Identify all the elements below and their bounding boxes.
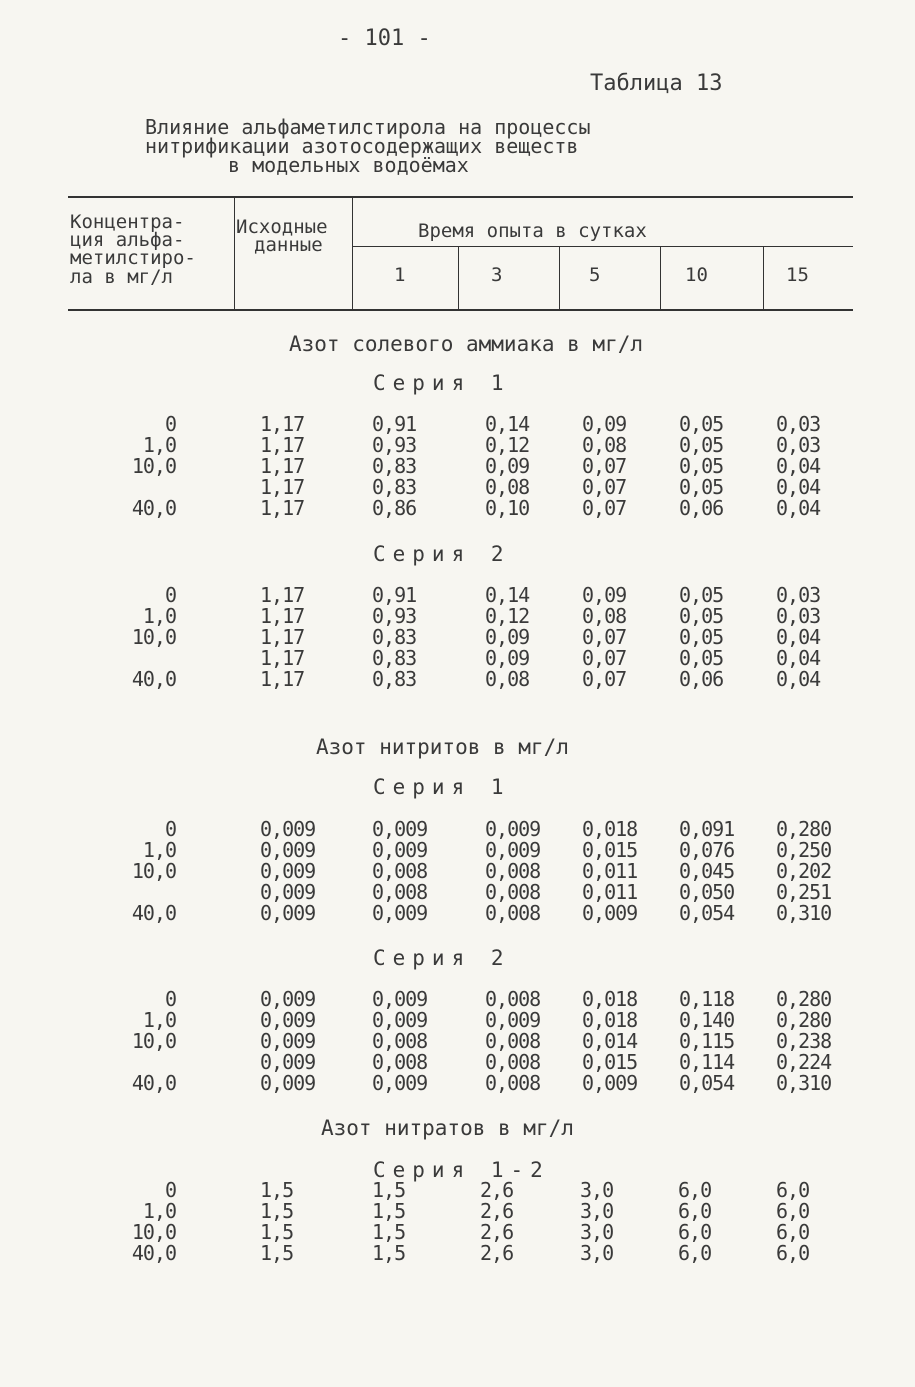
header-day-3: 3 [491,264,503,286]
value-cell: 0,009 [485,1008,541,1032]
value-cell: 0,011 [582,880,638,904]
value-cell: 0,008 [485,901,541,925]
value-cell: 0,83 [372,454,417,478]
value-cell: 0,009 [260,1029,316,1053]
value-cell: 0,07 [582,646,627,670]
value-cell: 0,008 [485,1029,541,1053]
value-cell: 0,140 [679,1008,735,1032]
header-day-1: 1 [394,264,406,286]
header-conc-line-4: ла в мг/л [70,266,173,288]
conc-cell: 0 [164,987,176,1011]
value-cell: 0,280 [776,1008,832,1032]
value-cell: 1,17 [260,646,305,670]
value-cell: 0,12 [485,433,530,457]
header-conc-line-3: метилстиро- [70,247,196,269]
value-cell: 0,009 [260,901,316,925]
table-label: Таблица 13 [590,71,723,96]
value-cell: 3,0 [580,1199,614,1223]
value-cell: 0,015 [582,838,638,862]
value-cell: 0,202 [776,859,832,883]
value-cell: 0,009 [260,1008,316,1032]
value-cell: 0,10 [485,496,530,520]
value-cell: 1,17 [260,433,305,457]
value-cell: 0,04 [776,454,821,478]
value-cell: 0,009 [260,1050,316,1074]
value-cell: 0,009 [485,817,541,841]
value-cell: 2,6 [480,1241,514,1265]
value-cell: 0,015 [582,1050,638,1074]
value-cell: 0,09 [582,583,627,607]
value-cell: 1,5 [260,1178,294,1202]
value-cell: 3,0 [580,1220,614,1244]
value-cell: 0,08 [582,604,627,628]
value-cell: 0,054 [679,1071,735,1095]
value-cell: 0,310 [776,1071,832,1095]
value-cell: 0,008 [485,987,541,1011]
value-cell: 0,14 [485,583,530,607]
value-cell: 0,86 [372,496,417,520]
value-cell: 0,018 [582,817,638,841]
conc-cell: 10,0 [131,625,176,649]
value-cell: 0,091 [679,817,735,841]
value-cell: 0,018 [582,1008,638,1032]
value-cell: 1,17 [260,583,305,607]
value-cell: 0,009 [582,1071,638,1095]
conc-cell: 10,0 [131,859,176,883]
value-cell: 0,045 [679,859,735,883]
header-vline-6 [763,247,764,310]
value-cell: 0,009 [260,817,316,841]
value-cell: 6,0 [776,1199,810,1223]
value-cell: 0,011 [582,859,638,883]
header-conc-line-1: Концентра- [70,211,185,233]
value-cell: 0,009 [260,1071,316,1095]
value-cell: 1,17 [260,625,305,649]
value-cell: 0,018 [582,987,638,1011]
conc-cell: 10,0 [131,1220,176,1244]
value-cell: 6,0 [678,1220,712,1244]
value-cell: 0,05 [679,583,724,607]
value-cell: 0,09 [485,454,530,478]
value-cell: 0,03 [776,583,821,607]
value-cell: 0,008 [485,1050,541,1074]
series-label: Серия 2 [373,946,511,970]
value-cell: 0,05 [679,604,724,628]
value-cell: 0,07 [582,667,627,691]
value-cell: 0,91 [372,583,417,607]
conc-cell: 40,0 [131,496,176,520]
header-initial-line-2: данные [254,234,323,256]
value-cell: 0,280 [776,817,832,841]
value-cell: 0,009 [372,901,428,925]
value-cell: 0,05 [679,454,724,478]
value-cell: 0,04 [776,667,821,691]
header-time-group: Время опыта в сутках [418,220,647,242]
value-cell: 0,05 [679,646,724,670]
value-cell: 0,06 [679,667,724,691]
value-cell: 1,5 [372,1220,406,1244]
table-title-line-3: в модельных водоёмах [228,153,469,177]
value-cell: 2,6 [480,1199,514,1223]
value-cell: 0,04 [776,475,821,499]
value-cell: 2,6 [480,1220,514,1244]
value-cell: 0,280 [776,987,832,1011]
value-cell: 0,03 [776,433,821,457]
header-vline-1 [234,197,235,310]
value-cell: 1,17 [260,475,305,499]
value-cell: 0,238 [776,1029,832,1053]
table-title-line-1: Влияние альфаметилстирола на процессы [145,115,591,139]
value-cell: 0,05 [679,433,724,457]
value-cell: 0,008 [372,880,428,904]
conc-cell: 40,0 [131,667,176,691]
value-cell: 0,93 [372,604,417,628]
value-cell: 3,0 [580,1241,614,1265]
value-cell: 0,009 [372,987,428,1011]
value-cell: 0,08 [582,433,627,457]
value-cell: 1,5 [260,1241,294,1265]
value-cell: 0,009 [260,838,316,862]
value-cell: 1,17 [260,496,305,520]
value-cell: 6,0 [776,1220,810,1244]
conc-cell: 10,0 [131,1029,176,1053]
conc-cell: 1,0 [142,1199,176,1223]
value-cell: 0,83 [372,667,417,691]
series-label: Серия 2 [373,542,511,566]
value-cell: 0,08 [485,667,530,691]
header-vline-5 [660,247,661,310]
value-cell: 0,008 [485,880,541,904]
value-cell: 0,04 [776,496,821,520]
page-number: - 101 - [338,26,431,51]
conc-cell: 40,0 [131,1241,176,1265]
value-cell: 0,009 [372,1008,428,1032]
value-cell: 6,0 [776,1241,810,1265]
value-cell: 0,008 [372,1029,428,1053]
value-cell: 0,08 [485,475,530,499]
conc-cell: 0 [164,817,176,841]
conc-cell: 40,0 [131,901,176,925]
value-cell: 0,07 [582,454,627,478]
header-initial-line-1: Исходные [236,216,328,238]
value-cell: 0,09 [582,412,627,436]
value-cell: 0,310 [776,901,832,925]
conc-cell: 0 [164,1178,176,1202]
value-cell: 0,09 [485,646,530,670]
value-cell: 0,05 [679,625,724,649]
header-day-5: 5 [589,264,601,286]
value-cell: 0,014 [582,1029,638,1053]
value-cell: 0,118 [679,987,735,1011]
value-cell: 1,17 [260,454,305,478]
value-cell: 0,009 [372,1071,428,1095]
conc-cell: 1,0 [142,1008,176,1032]
value-cell: 0,115 [679,1029,735,1053]
value-cell: 0,009 [372,817,428,841]
value-cell: 2,6 [480,1178,514,1202]
value-cell: 1,17 [260,667,305,691]
value-cell: 0,054 [679,901,735,925]
header-vline-3 [458,247,459,310]
value-cell: 0,04 [776,625,821,649]
value-cell: 0,83 [372,475,417,499]
value-cell: 0,050 [679,880,735,904]
series-label: Серия 1 [373,775,511,799]
value-cell: 6,0 [678,1241,712,1265]
value-cell: 0,83 [372,625,417,649]
header-top-rule [68,196,853,198]
value-cell: 0,114 [679,1050,735,1074]
conc-cell: 40,0 [131,1071,176,1095]
header-bottom-rule [68,309,853,311]
value-cell: 6,0 [678,1199,712,1223]
conc-cell: 1,0 [142,838,176,862]
value-cell: 0,250 [776,838,832,862]
value-cell: 3,0 [580,1178,614,1202]
section-title-nitrates: Азот нитратов в мг/л [321,1116,574,1140]
value-cell: 0,009 [260,880,316,904]
value-cell: 0,83 [372,646,417,670]
value-cell: 0,009 [485,838,541,862]
value-cell: 0,008 [485,1071,541,1095]
value-cell: 0,04 [776,646,821,670]
value-cell: 6,0 [678,1178,712,1202]
value-cell: 0,009 [260,859,316,883]
value-cell: 1,5 [260,1220,294,1244]
value-cell: 0,03 [776,412,821,436]
section-title-ammonia: Азот солевого аммиака в мг/л [289,332,644,356]
value-cell: 1,5 [372,1178,406,1202]
value-cell: 0,09 [485,625,530,649]
header-day-10: 10 [685,264,708,286]
header-vline-4 [559,247,560,310]
series-label: Серия 1-2 [373,1158,550,1182]
section-title-nitrites: Азот нитритов в мг/л [316,735,569,759]
conc-cell: 0 [164,412,176,436]
value-cell: 1,5 [260,1199,294,1223]
header-conc-line-2: ция альфа- [70,229,185,251]
header-day-15: 15 [786,264,809,286]
value-cell: 0,07 [582,496,627,520]
conc-cell: 1,0 [142,604,176,628]
value-cell: 0,07 [582,625,627,649]
value-cell: 0,251 [776,880,832,904]
value-cell: 0,008 [372,1050,428,1074]
value-cell: 0,009 [582,901,638,925]
value-cell: 6,0 [776,1178,810,1202]
value-cell: 0,224 [776,1050,832,1074]
value-cell: 0,008 [485,859,541,883]
conc-cell: 1,0 [142,433,176,457]
value-cell: 1,17 [260,604,305,628]
header-vline-2 [352,197,353,310]
value-cell: 0,14 [485,412,530,436]
value-cell: 0,03 [776,604,821,628]
series-label: Серия 1 [373,371,511,395]
value-cell: 0,05 [679,475,724,499]
value-cell: 0,07 [582,475,627,499]
value-cell: 1,5 [372,1241,406,1265]
value-cell: 1,17 [260,412,305,436]
value-cell: 0,12 [485,604,530,628]
value-cell: 0,93 [372,433,417,457]
value-cell: 0,05 [679,412,724,436]
value-cell: 0,009 [260,987,316,1011]
table-title-line-2: нитрификации азотосодержащих веществ [145,134,579,158]
value-cell: 0,009 [372,838,428,862]
value-cell: 1,5 [372,1199,406,1223]
header-mid-rule [352,246,853,247]
value-cell: 0,076 [679,838,735,862]
conc-cell: 10,0 [131,454,176,478]
value-cell: 0,06 [679,496,724,520]
value-cell: 0,91 [372,412,417,436]
value-cell: 0,008 [372,859,428,883]
conc-cell: 0 [164,583,176,607]
